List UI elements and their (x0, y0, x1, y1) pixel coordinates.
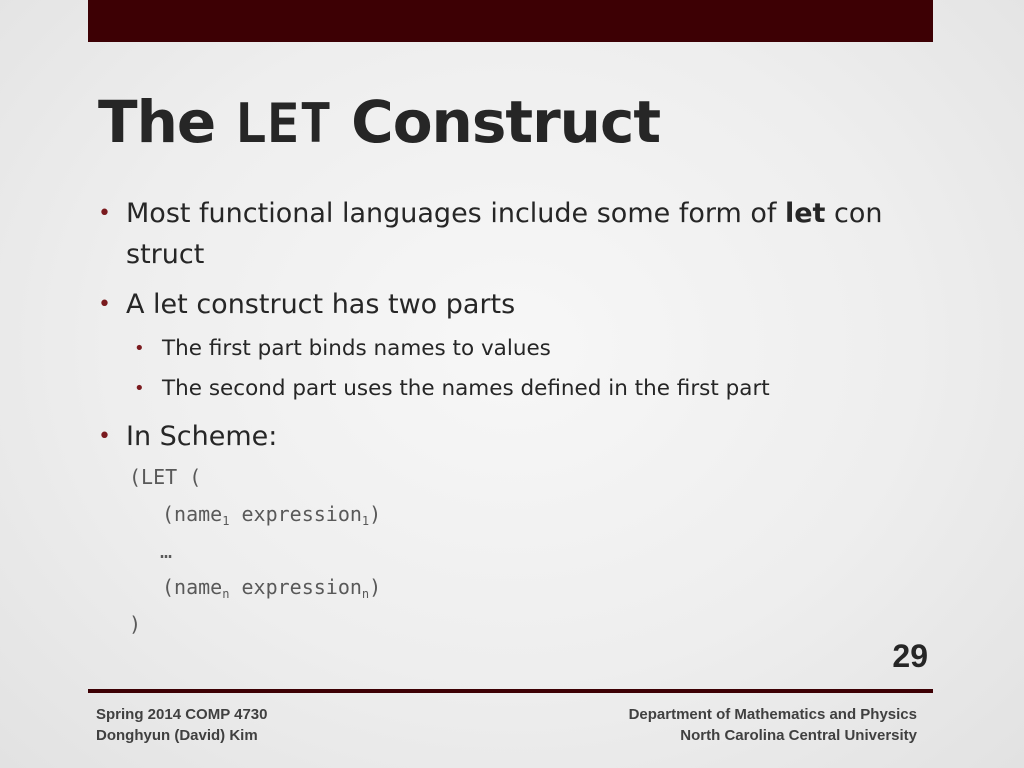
code-line-ellipsis: … (160, 539, 173, 563)
footer-course: Spring 2014 COMP 4730 (96, 706, 268, 723)
code-line-binding-n: (name$_n$ expression$_n$) (162, 575, 382, 601)
footer-divider (88, 689, 933, 693)
slide-title: The LET Construct (98, 88, 661, 156)
code-line-let: (LET ( (129, 465, 202, 489)
sub-bullet-second-part: • The second part uses the names defined in the first part (162, 374, 942, 404)
bullet-in-scheme: • In Scheme: (126, 416, 946, 457)
bullet-two-parts: • A let construct has two parts (126, 284, 946, 325)
footer-department: Department of Mathematics and Physics (628, 706, 917, 723)
code-line-close: ) (129, 612, 142, 636)
sub-bullet-first-part: • The first part binds names to values (162, 334, 942, 364)
code-line-binding-1: (name$_1$ expression$_1$) (162, 502, 382, 528)
title-code-keyword: LET (234, 92, 332, 155)
footer-university: North Carolina Central University (680, 727, 917, 744)
top-banner-bar (88, 0, 933, 42)
footer-institution (629, 704, 917, 746)
footer-author: Donghyun (David) Kim (96, 727, 258, 744)
page-number: 29 (892, 638, 928, 674)
bullet-let-forms: • Most functional languages include some form of let con struct (126, 193, 946, 275)
footer-course-info (96, 704, 267, 746)
